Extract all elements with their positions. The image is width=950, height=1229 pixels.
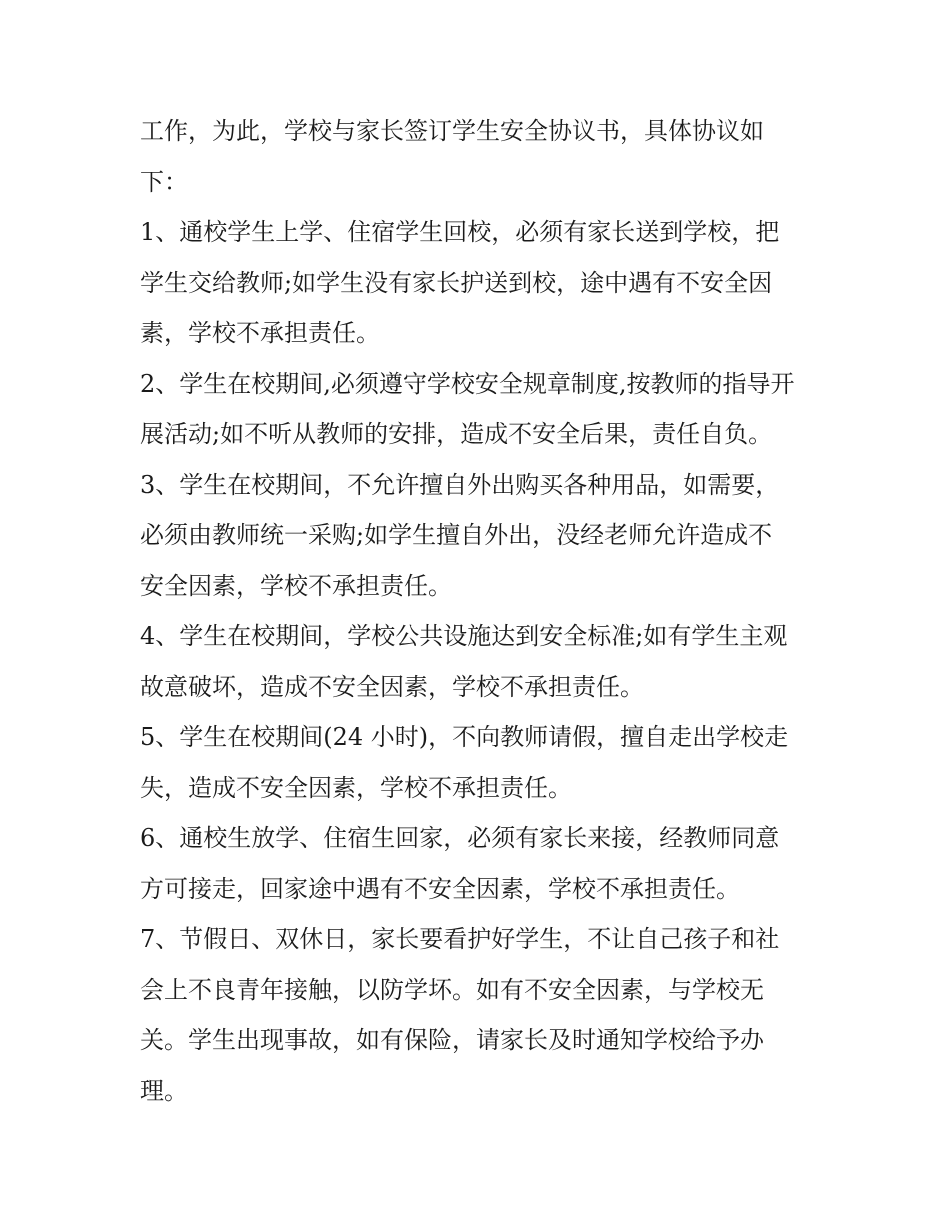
clause-3-line: 3、学生在校期间，不允许擅自外出购买各种用品，如需要， (140, 470, 780, 499)
clause-3-line: 必须由教师统一采购;如学生擅自外出，没经老师允许造成不 (140, 521, 773, 549)
clause-7-line: 会上不良青年接触，以防学坏。如有不安全因素，与学校无 (140, 975, 764, 1004)
clause-2-line: 2、学生在校期间,必须遵守学校安全规章制度,按教师的指导开 (140, 369, 795, 398)
clause-1-line: 学生交给教师;如学生没有家长护送到校，途中遇有不安全因 (140, 268, 773, 297)
text-line: 工作，为此，学校与家长签订学生安全协议书，具体协议如 (140, 117, 764, 145)
clause-6-line: 方可接走，回家途中遇有不安全因素，学校不承担责任。 (140, 874, 740, 903)
clause-5-line: 失，造成不安全因素，学校不承担责任。 (140, 773, 572, 802)
text-line: 下： (140, 167, 188, 196)
clause-7-line: 理。 (140, 1076, 188, 1105)
clause-5-line: 5、学生在校期间(24 小时)，不向教师请假，擅自走出学校走 (140, 723, 789, 751)
clause-1-line: 素，学校不承担责任。 (140, 319, 380, 347)
clause-6-line: 6、通校生放学、住宿生回家，必须有家长来接，经教师同意 (140, 824, 780, 852)
clause-1-line: 1、通校学生上学、住宿学生回校，必须有家长送到学校，把 (140, 218, 780, 246)
clause-7-line: 关。学生出现事故，如有保险，请家长及时通知学校给予办 (140, 1026, 764, 1054)
clause-4-line: 故意破坏，造成不安全因素，学校不承担责任。 (140, 672, 644, 701)
clause-7-line: 7、节假日、双休日，家长要看护好学生，不让自己孩子和社 (140, 925, 780, 953)
clause-3-line: 安全因素，学校不承担责任。 (140, 571, 452, 600)
clause-4-line: 4、学生在校期间，学校公共设施达到安全标准;如有学生主观 (140, 622, 788, 650)
clause-2-line: 展活动;如不听从教师的安排，造成不安全后果，责任自负。 (140, 420, 773, 448)
agreement-text (140, 106, 812, 1116)
